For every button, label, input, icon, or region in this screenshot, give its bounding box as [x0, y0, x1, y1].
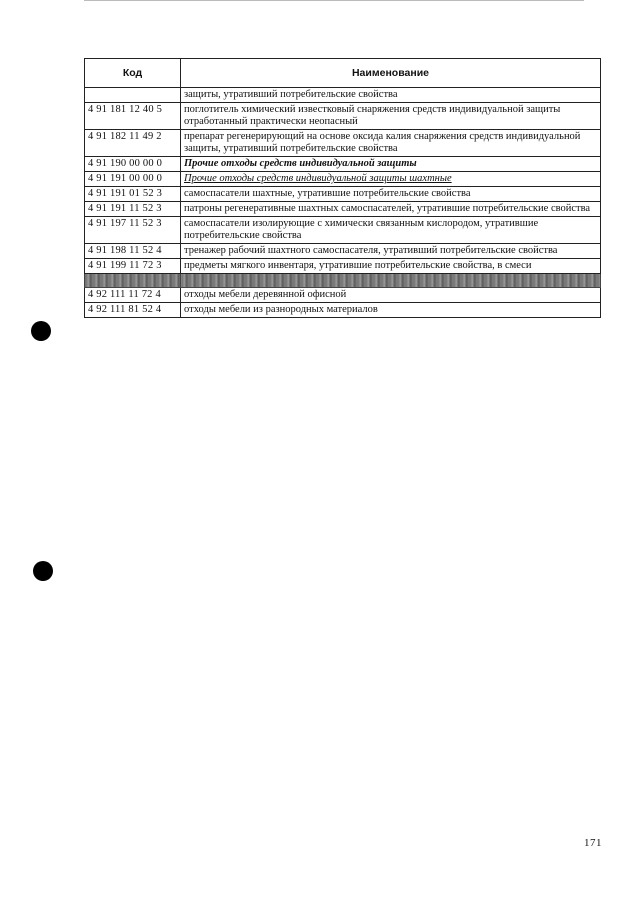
waste-code-table — [84, 58, 601, 318]
row-code: 4 92 111 81 52 4 — [85, 303, 181, 318]
table-row — [85, 259, 601, 274]
column-header-name: Наименование — [181, 59, 601, 88]
row-name: самоспасатели изолирующие с химически связанным кислородом, утратившие потребительские свойства — [181, 217, 601, 244]
shaded-redacted-row — [85, 274, 601, 288]
row-code: 4 91 197 11 52 3 — [85, 217, 181, 244]
table-row — [85, 288, 601, 303]
row-code: 4 91 199 11 72 3 — [85, 259, 181, 274]
table-row — [85, 103, 601, 130]
row-code: 4 91 181 12 40 5 — [85, 103, 181, 130]
table-row — [85, 303, 601, 318]
table-row — [85, 88, 601, 103]
row-name: патроны регенеративные шахтных самоспасателей, утратившие потребительские свойства — [181, 202, 601, 217]
row-name: тренажер рабочий шахтного самоспасателя, утративший потребительские свойства — [181, 244, 601, 259]
row-name: препарат регенерирующий на основе оксида калия снаряжения средств индивидуальной защиты, утративший потребительские свойства — [181, 130, 601, 157]
row-code: 4 92 111 11 72 4 — [85, 288, 181, 303]
table-row — [85, 244, 601, 259]
column-header-code: Код — [85, 59, 181, 88]
row-name: Прочие отходы средств индивидуальной защиты — [181, 157, 601, 172]
shaded-cell — [85, 274, 181, 288]
row-code: 4 91 191 01 52 3 — [85, 187, 181, 202]
table-row — [85, 187, 601, 202]
table-row — [85, 217, 601, 244]
row-name: предметы мягкого инвентаря, утратившие потребительские свойства, в смеси — [181, 259, 601, 274]
table-row-group — [85, 157, 601, 172]
row-name: Прочие отходы средств индивидуальной защиты шахтные — [181, 172, 601, 187]
page-number: 171 — [584, 837, 602, 849]
row-code: 4 91 182 11 49 2 — [85, 130, 181, 157]
row-name: защиты, утративший потребительские свойства — [181, 88, 601, 103]
row-code: 4 91 191 11 52 3 — [85, 202, 181, 217]
shaded-cell — [181, 274, 601, 288]
binder-hole-top — [31, 321, 51, 341]
row-code — [85, 88, 181, 103]
binder-hole-bottom — [33, 561, 53, 581]
row-name: самоспасатели шахтные, утратившие потребительские свойства — [181, 187, 601, 202]
row-name: отходы мебели из разнородных материалов — [181, 303, 601, 318]
row-code: 4 91 198 11 52 4 — [85, 244, 181, 259]
table-row-subgroup — [85, 172, 601, 187]
row-name: поглотитель химический известковый снаряжения средств индивидуальной защиты отработанный практически неопасный — [181, 103, 601, 130]
table-row — [85, 202, 601, 217]
row-code: 4 91 190 00 00 0 — [85, 157, 181, 172]
row-code: 4 91 191 00 00 0 — [85, 172, 181, 187]
scan-top-edge — [84, 0, 584, 1]
row-name: отходы мебели деревянной офисной — [181, 288, 601, 303]
table-row — [85, 130, 601, 157]
table-header-row — [85, 59, 601, 88]
